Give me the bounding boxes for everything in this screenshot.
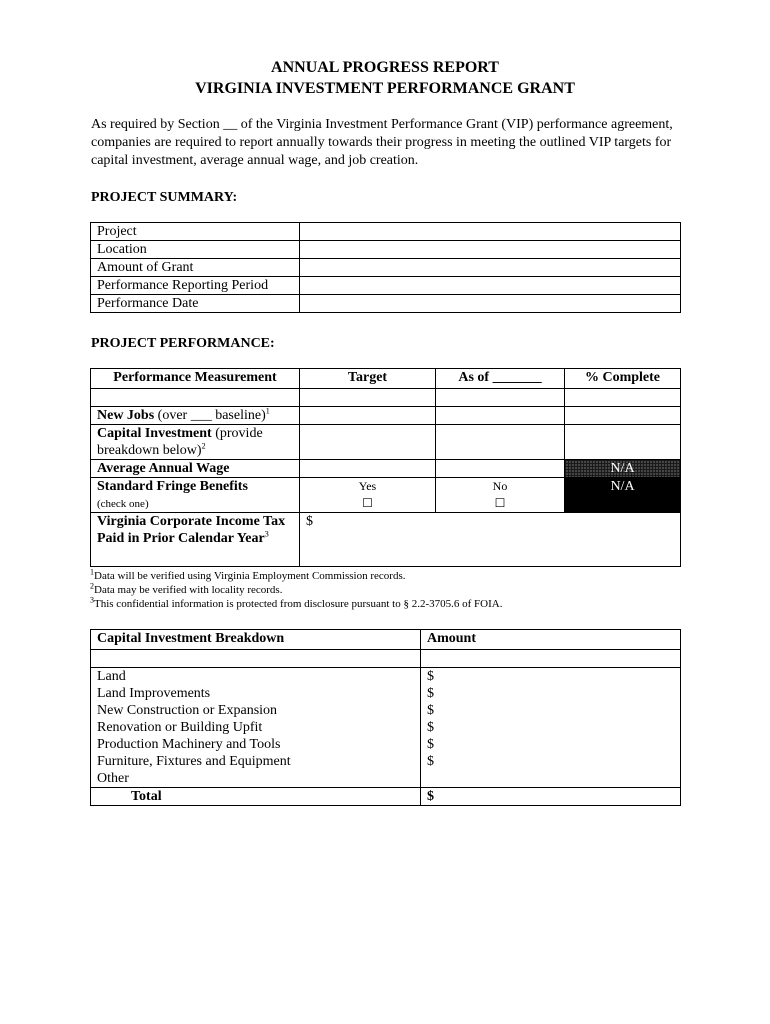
table-row: [91, 668, 681, 686]
table-row-tax-paid: [91, 513, 681, 567]
summary-label: Project: [91, 223, 300, 241]
table-row: [91, 685, 681, 702]
empty-cell[interactable]: [565, 389, 681, 407]
summary-label: Performance Date: [91, 295, 300, 313]
col-header-amount: Amount: [421, 630, 681, 650]
table-row-new-jobs: [91, 407, 681, 425]
summary-value-field[interactable]: [300, 241, 681, 259]
average-wage-bold: Average Annual Wage: [97, 461, 230, 476]
footnote-text: Data will be verified using Virginia Employment Commission records.: [94, 570, 406, 582]
total-label: [91, 788, 421, 806]
summary-value-field[interactable]: [300, 223, 681, 241]
col-header-measurement: Performance Measurement: [91, 369, 300, 389]
table-row: [91, 295, 681, 313]
table-row: [91, 702, 681, 719]
breakdown-amount-field[interactable]: $: [421, 702, 681, 719]
new-jobs-bold: New Jobs: [97, 408, 155, 423]
footnote-ref: 2: [201, 441, 206, 451]
table-row: [91, 241, 681, 259]
new-jobs-asof-field[interactable]: [436, 407, 565, 425]
tax-paid-bold: Virginia Corporate Income Tax Paid in Prior Calendar Year: [97, 514, 286, 546]
table-header-row: [91, 630, 681, 650]
table-row: [91, 223, 681, 241]
new-jobs-complete-field[interactable]: [565, 407, 681, 425]
fringe-yes-label: Yes: [358, 479, 377, 493]
breakdown-item: Furniture, Fixtures and Equipment: [91, 753, 421, 770]
breakdown-item: Other: [91, 770, 421, 788]
tax-paid-label: [91, 513, 300, 567]
fringe-no-checkbox[interactable]: ☐: [494, 496, 506, 510]
new-jobs-rest: (over ___ baseline): [154, 408, 266, 423]
breakdown-item: Land: [91, 668, 421, 686]
breakdown-item: Renovation or Building Upfit: [91, 719, 421, 736]
footnote-1: [90, 569, 405, 583]
footnote-num: 2: [90, 581, 94, 591]
table-row: [91, 770, 681, 788]
total-bold: Total: [131, 789, 162, 804]
breakdown-item: Production Machinery and Tools: [91, 736, 421, 753]
footnote-ref: 3: [264, 529, 269, 539]
capital-investment-target-field[interactable]: [300, 425, 436, 460]
col-header-breakdown: Capital Investment Breakdown: [91, 630, 421, 650]
footnote-text: Data may be verified with locality records.: [94, 584, 283, 596]
project-performance-heading: PROJECT PERFORMANCE:: [91, 336, 275, 351]
col-header-target: Target: [300, 369, 436, 389]
breakdown-amount-field[interactable]: [421, 770, 681, 788]
table-row: [91, 719, 681, 736]
fringe-no-label: No: [492, 479, 508, 493]
capital-investment-label: [91, 425, 300, 460]
table-row: [91, 277, 681, 295]
footnote-num: 3: [90, 595, 94, 605]
col-header-as-of: As of _______: [436, 369, 565, 389]
footnote-num: 1: [90, 567, 94, 577]
breakdown-item: New Construction or Expansion: [91, 702, 421, 719]
fringe-check-one: (check one): [97, 498, 149, 510]
new-jobs-label: [91, 407, 300, 425]
table-row-spacer: [91, 389, 681, 407]
fringe-complete-na: N/A: [565, 478, 681, 513]
total-amount: $: [427, 789, 434, 804]
table-row: [91, 753, 681, 770]
footnote-ref: 1: [265, 406, 270, 416]
table-header-row: [91, 369, 681, 389]
footnote-text: This confidential information is protected from disclosure pursuant to § 2.2-3705.6 of FOIA.: [94, 598, 503, 610]
table-row-total: [91, 788, 681, 806]
average-wage-complete-na: N/A: [565, 460, 681, 478]
table-row: [91, 259, 681, 277]
summary-label: Performance Reporting Period: [91, 277, 300, 295]
average-wage-label: [91, 460, 300, 478]
fringe-no-cell: [436, 478, 565, 513]
fringe-yes-cell: [300, 478, 436, 513]
intro-paragraph: As required by Section __ of the Virginia Investment Performance Grant (VIP) performance agreement, companies are required to report annually towards their progress in meeting the outlined VIP targets for capital investment, average annual wage, and job creation.: [91, 117, 673, 168]
footnote-2: [90, 583, 282, 597]
capital-breakdown-table: [90, 629, 681, 806]
breakdown-amount-field[interactable]: $: [421, 685, 681, 702]
average-wage-asof-field[interactable]: [436, 460, 565, 478]
summary-value-field[interactable]: [300, 259, 681, 277]
total-amount-field[interactable]: [421, 788, 681, 806]
report-title: ANNUAL PROGRESS REPORT: [271, 59, 499, 76]
table-row-spacer: [91, 650, 681, 668]
breakdown-amount-field[interactable]: $: [421, 719, 681, 736]
breakdown-amount-field[interactable]: $: [421, 668, 681, 686]
new-jobs-target-field[interactable]: [300, 407, 436, 425]
table-row-average-wage: [91, 460, 681, 478]
empty-cell[interactable]: [421, 650, 681, 668]
fringe-benefits-bold: Standard Fringe Benefits: [97, 479, 248, 494]
table-row-capital-investment: [91, 425, 681, 460]
summary-label: Location: [91, 241, 300, 259]
breakdown-amount-field[interactable]: $: [421, 753, 681, 770]
summary-value-field[interactable]: [300, 277, 681, 295]
breakdown-amount-field[interactable]: $: [421, 736, 681, 753]
capital-investment-complete-field[interactable]: [565, 425, 681, 460]
col-header-complete: % Complete: [565, 369, 681, 389]
project-summary-heading: PROJECT SUMMARY:: [91, 190, 238, 205]
fringe-benefits-label: [91, 478, 300, 513]
summary-label: Amount of Grant: [91, 259, 300, 277]
report-subtitle: VIRGINIA INVESTMENT PERFORMANCE GRANT: [195, 80, 575, 97]
fringe-yes-checkbox[interactable]: ☐: [362, 496, 373, 510]
footnote-3: [90, 597, 502, 611]
empty-cell: [91, 389, 300, 407]
breakdown-item: Land Improvements: [91, 685, 421, 702]
capital-investment-rest: (provide breakdown below): [97, 426, 263, 458]
tax-paid-value-field[interactable]: $: [300, 513, 681, 567]
average-wage-target-field[interactable]: [300, 460, 436, 478]
empty-cell: [91, 650, 421, 668]
empty-cell[interactable]: [300, 389, 436, 407]
summary-value-field[interactable]: [300, 295, 681, 313]
capital-investment-bold: Capital Investment: [97, 426, 212, 441]
table-row: [91, 736, 681, 753]
capital-investment-asof-field[interactable]: [436, 425, 565, 460]
empty-cell[interactable]: [436, 389, 565, 407]
table-row-fringe-benefits: [91, 478, 681, 513]
project-summary-table: [90, 222, 681, 313]
project-performance-table: [90, 368, 681, 567]
